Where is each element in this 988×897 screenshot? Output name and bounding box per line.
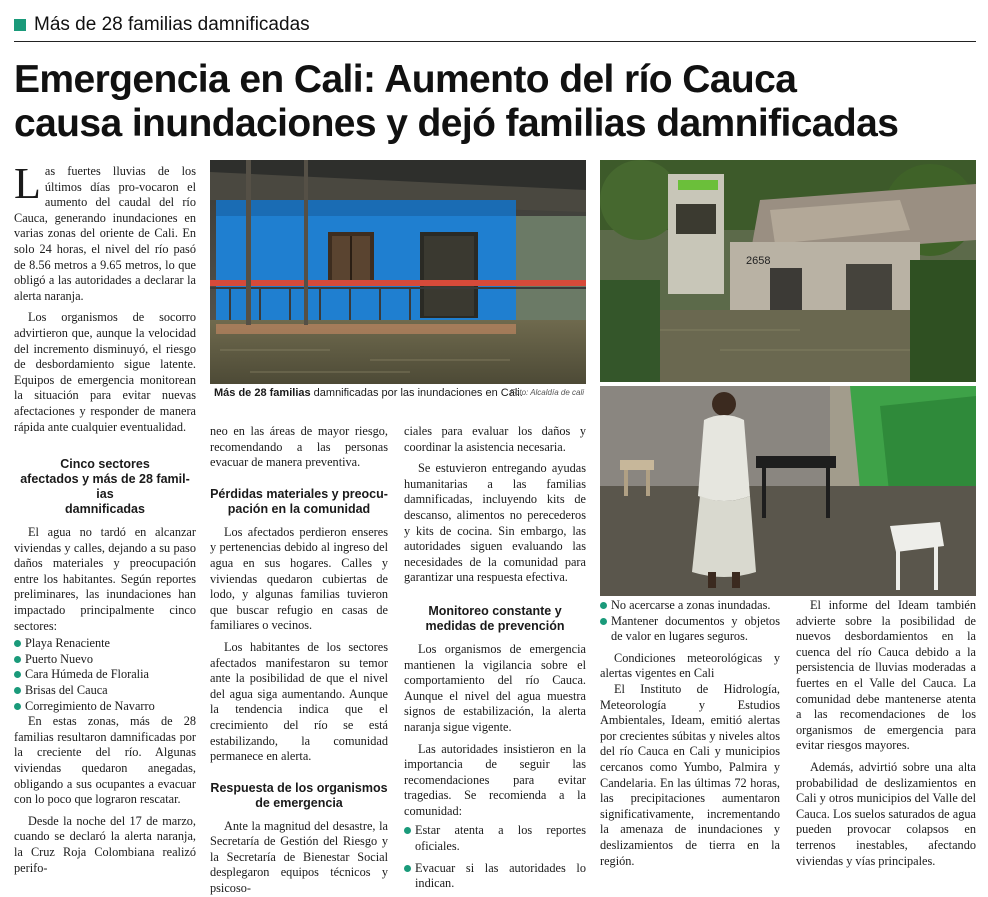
col1-paragraph-2: Los organismos de socorro advirtieron que, aunque la velocidad del incremento disminuyó, el riesgo de desbordamiento sigue latente. Equipos de emergencia monitorean la situación para evitar nuevas afectaciones y responder de manera rápida ante cualquier eventualidad. [14,310,196,434]
article-column-2 [210,424,388,897]
col1-paragraph-5: Desde la noche del 17 de marzo, cuando se declaró la alerta naranja, la Cruz Roja Colombiana realizó perifo- [14,813,196,875]
caption-bold: Más de 28 familias [214,387,311,399]
sectors-list [14,636,196,714]
col2-subheading-1: Pérdidas materiales y preocu- pación en la comunidad [210,486,388,516]
list-item: Corregimiento de Navarro [14,699,196,715]
col3-paragraph-4: Las autoridades insistieron en la importancia de seguir las recomendaciones para evitar tragedias. Se recomienda a la comunidad: [404,741,586,818]
house-number: 2658 [746,255,771,267]
col3-paragraph-1: ciales para evaluar los daños y coordinar la asistencia necesaria. [404,424,586,454]
article-column-4 [600,598,780,869]
col2-subheading-2: Respuesta de los organismos de emergencia [210,780,388,810]
kicker-text: Más de 28 familias damnificadas [34,13,310,35]
bullet-dot-icon [14,671,21,678]
flooded-house-image [210,160,586,384]
bullet-dot-icon [404,827,411,834]
woman-room-image [600,386,976,596]
list-item: Puerto Nuevo [14,652,196,668]
drop-cap: L [14,159,41,208]
col1-paragraph-3: El agua no tardó en alcanzar viviendas y calles, dejando a su paso daños materiales y preocupación entre los habitantes. Según reportes preliminares, las inundaciones han impactado principalmente cinco sectores: [14,525,196,633]
photo-woman-inside-home [600,386,976,596]
kicker-square-icon [14,19,26,31]
list-item: Evacuar si las autoridades lo indican. [404,861,586,892]
col3-paragraph-2: Se estuvieron entregando ayudas humanitarias a las familias damnificadas, incluyendo kits de descanso, alimentos no perecederos y kits de cocina. Sin embargo, las autoridades siguen evaluando las necesidades de la comunidad para garantizar una respuesta efectiva. [404,461,586,585]
col1-subheading: Cinco sectores afectados y más de 28 famil- ias damnificadas [20,457,190,517]
photo-credit: Foto: Alcaldía de cali [510,388,584,397]
col4-paragraph-2: El Instituto de Hidrología, Meteorología y Estudios Ambientales, Ideam, emitió alertas por crecientes súbitas y niveles altos del río Cauca en Cali y municipios cercanos como Yumbo, Palmira y Candelaria. En las últimas 72 horas, las precipitaciones aumentaron significativamente, incrementando la amenaza de inundaciones y deslizamientos de tierra en la región. [600,681,780,868]
col5-paragraph-1: El informe del Ideam también advierte sobre la posibilidad de nuevos desbordamientos en la cuenca del río Cauca debido a la persistencia de lluvias moderadas a fuertes en el Valle del Cauca. La comunidad debe mantenerse atenta a las recomendaciones de los organismos de emergencia para evitar riesgos mayores. [796,598,976,753]
list-item: Estar atenta a los reportes oficiales. [404,823,586,854]
headline-line-2: causa inundaciones y dejó familias damnificadas [14,102,899,145]
col1-paragraph-1: Las fuertes lluvias de los últimos días pro-vocaron el aumento del caudal del río Cauca, generando inundaciones en varias zonas del oriente de Cali. En solo 24 horas, el nivel del río pasó de 8.56 metros a 9.65 metros, lo que obligó a las autoridades a declarar la alerta naranja. [14,159,196,303]
col5-paragraph-2: Además, advirtió sobre una alta probabilidad de deslizamientos en Cali y otros municipios del Valle del Cauca. Los suelos saturados de agua pueden provocar colapsos en terrenos inestables, afectando viviendas y vías principales. [796,759,976,868]
col2-paragraph-2: Los afectados perdieron enseres y pertenencias debido al ingreso del agua en sus hogares. Calles y viviendas quedaron cubiertas de lodo, y algunas familias tuvieron que buscar refugio en casas de familiares o vecinos. [210,524,388,633]
col1-paragraph-4: En estas zonas, más de 28 familias resultaron damnificadas por la creciente del río. Algunas viviendas quedaron anegadas, obligando a sus ocupantes a evacuar con lo poco que lograron rescatar. [14,714,196,807]
headline-line-1: Emergencia en Cali: Aumento del río Cauca [14,58,797,101]
col3-subheading: Monitoreo constante y medidas de prevención [425,603,565,633]
bullet-dot-icon [14,640,21,647]
list-item: Mantener documentos y objetos de valor en lugares seguros. [600,614,780,645]
bullet-dot-icon [14,656,21,663]
col2-paragraph-1: neo en las áreas de mayor riesgo, recomendando a las personas evacuar de manera preventiva. [210,424,388,470]
article-column-5 [796,598,976,869]
col2-paragraph-4: Ante la magnitud del desastre, la Secretaría de Gestión del Riesgo y la Secretaría de Bienestar Social desplegaron equipos técnicos y psicoso- [210,818,388,896]
headline [14,58,976,146]
bullet-dot-icon [600,602,607,609]
list-item: Cara Húmeda de Floralia [14,667,196,683]
list-item: Brisas del Cauca [14,683,196,699]
caption-rest: damnificadas por las inundaciones en Cali. [310,387,523,399]
photo-flooded-blue-house [210,160,586,384]
col3-paragraph-3: Los organismos de emergencia mantienen la vigilancia sobre el comportamiento del río Cauca. Aunque el nivel del agua muestra signos de estabilización, la alerta naranja sigue vigente. [404,641,586,734]
article-column-1 [14,159,196,876]
col4-paragraph-1: Condiciones meteorológicas y alertas vigentes en Cali [600,650,780,681]
bullet-dot-icon [600,618,607,625]
section-kicker [14,8,976,42]
bullet-dot-icon [404,865,411,872]
list-item: Playa Renaciente [14,636,196,652]
photo-flooded-neighborhood [600,160,976,382]
bullet-dot-icon [14,687,21,694]
list-item: No acercarse a zonas inundadas. [600,598,780,614]
recommendations-list-1 [404,823,586,891]
neighborhood-image [600,160,976,382]
bullet-dot-icon [14,703,21,710]
col2-paragraph-3: Los habitantes de los sectores afectados manifestaron su temor ante la posibilidad de que el nivel del agua siga aumentando. Aunque la tendencia indica que el crecimiento del río se está estabilizando, la comunidad permanece en alerta. [210,639,388,764]
article-column-3 [404,424,586,892]
